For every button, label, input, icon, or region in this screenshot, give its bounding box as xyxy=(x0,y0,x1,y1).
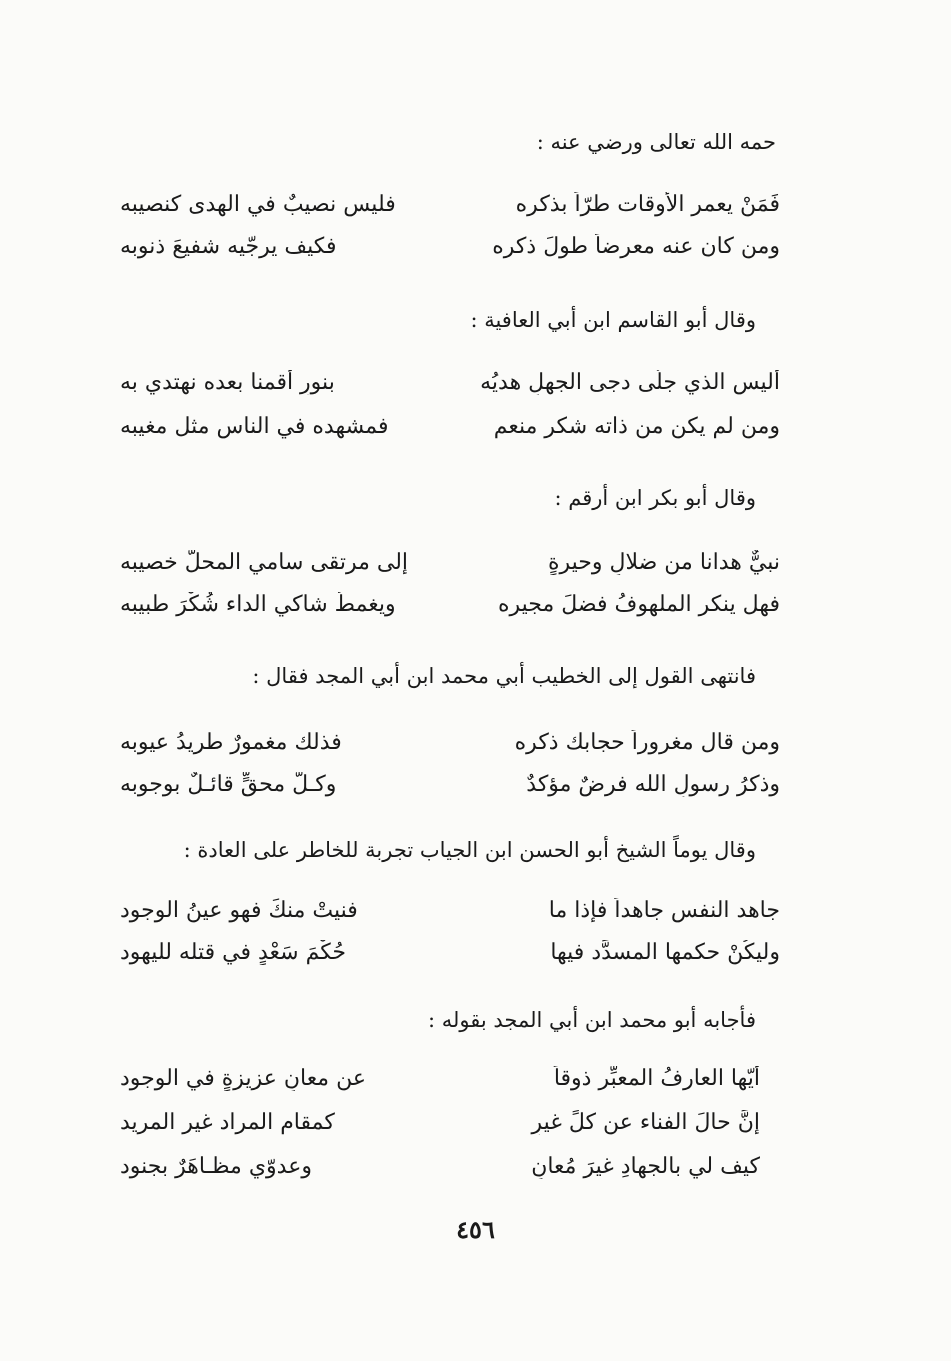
verse-hemistich-first: جاهد النفس جاهداً فإذا ما xyxy=(548,898,780,923)
verse-hemistich-first: وليكُنْ حكمها المسدَّد فيها xyxy=(550,940,780,965)
section-intro: فانتهى القول إلى الخطيب أبي محمد ابن أبي المجد فقال : xyxy=(252,664,756,688)
verse-hemistich-first: نبيٌّ هدانا من ضلالٍ وحيرةٍ xyxy=(547,550,780,575)
verse-line xyxy=(120,550,780,590)
verse-line xyxy=(120,592,780,632)
verse-line xyxy=(120,898,780,938)
verse-line xyxy=(120,940,780,980)
verse-hemistich-first: كيف لي بالجهادِ غيرَ مُعانٍ xyxy=(531,1154,760,1179)
verse-hemistich-second: وكـلُّ محقٍّ قائـلٌ بوجوبه xyxy=(120,772,337,797)
verse-hemistich-second: بنورٍ أقمنا بعده نهتدي به xyxy=(120,370,335,395)
verse-hemistich-second: كمقامِ المراد غيرِ المريد xyxy=(120,1110,335,1135)
section-intro: وقال أبو بكر ابن أرقم : xyxy=(554,486,756,510)
verse-line xyxy=(120,1066,760,1106)
verse-hemistich-second: فمشهده في الناس مثل مغيبه xyxy=(120,414,389,439)
verse-hemistich-second: فذلك مغمورٌ طريدُ عيوبه xyxy=(120,730,342,755)
verse-line xyxy=(120,772,780,812)
verse-line xyxy=(120,1110,760,1150)
verse-hemistich-second: فليس نصيبٌ في الهدى كنصيبه xyxy=(120,192,396,217)
verse-hemistich-first: أليس الذي جلّى دجى الجهلِ هديُه xyxy=(480,370,780,395)
verse-line xyxy=(120,370,780,410)
verse-line xyxy=(120,1154,760,1194)
verse-hemistich-second: وعدوّي مظـاهَرٌ بجنود xyxy=(120,1154,312,1179)
section-intro: فأجابه أبو محمد ابن أبي المجد بقوله : xyxy=(428,1008,756,1032)
verse-hemistich-second: ويغمطُ شاكي الداء شُكْرَ طبيبه xyxy=(120,592,396,617)
verse-hemistich-first: فهل ينكر الملهوفُ فضلَ مجيره xyxy=(497,592,780,617)
verse-hemistich-second: حُكْمَ سَعْدٍ في قتله لليهود xyxy=(120,940,346,965)
verse-hemistich-second: فكيف يرجّيه شفيعَ ذنوبه xyxy=(120,234,337,259)
verse-line xyxy=(120,730,780,770)
verse-hemistich-first: فَمَنْ يعمر الأوقات طرّاً بذكره xyxy=(515,192,780,217)
verse-line xyxy=(120,192,780,232)
header-line: حمه الله تعالى ورضي عنه : xyxy=(536,130,776,154)
verse-line xyxy=(120,234,780,274)
verse-hemistich-first: إنَّ حالَ الفناء عن كلٍّ غيرٍ xyxy=(531,1110,760,1135)
verse-hemistich-first: ومن لم يكن من ذاته شكر منعم xyxy=(493,414,780,439)
verse-line xyxy=(120,414,780,454)
verse-hemistich-first: وذكرُ رسولِ الله فرضٌ مؤكدٌ xyxy=(526,772,780,797)
verse-hemistich-first: ومن كان عنه معرضاً طولَ ذكره xyxy=(492,234,780,259)
section-intro: وقال يوماً الشيخ أبو الحسن ابن الجياب تجربة للخاطر على العادة : xyxy=(183,838,756,862)
verse-hemistich-first: ومن قال مغروراً حجابك ذكره xyxy=(514,730,780,755)
verse-hemistich-second: فنيتْ منكَ فهو عينُ الوجود xyxy=(120,898,358,923)
section-intro: وقال أبو القاسم ابن أبي العافية : xyxy=(470,308,756,332)
page-number: ٤٥٦ xyxy=(456,1215,495,1244)
verse-hemistich-second: عن معانٍ عزيزةٍ في الوجود xyxy=(120,1066,366,1091)
verse-hemistich-second: إلى مرتقى سامي المحلّ خصيبه xyxy=(120,550,409,575)
verse-hemistich-first: أيّها العارفُ المعبِّر ذوقاً xyxy=(553,1066,760,1091)
